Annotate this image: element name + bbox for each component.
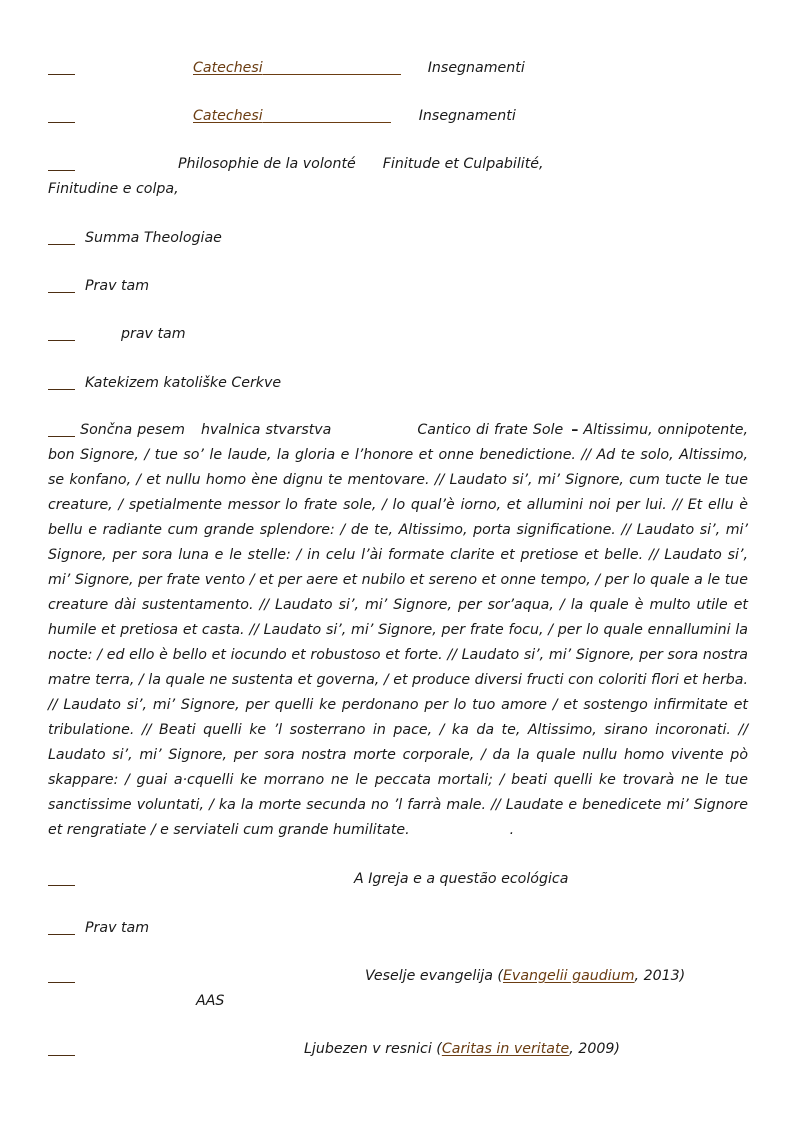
footnote-text: Summa Theologiae (85, 230, 222, 246)
catechesi-link[interactable]: Catechesi (193, 108, 263, 124)
footnote-text: , 2013) (634, 968, 686, 984)
evangelii-gaudium-link[interactable]: Evangelii gaudium (502, 968, 635, 984)
canticle-text: Altissimu, onnipotente, bon Signore, / tue so’ le laude, la gloria e l’honore et onne benedictione. // Ad te solo, Altissimo, se konfano, / et nullu homo ène dignu te mentovare. // Laudato si’, mi’ Signore, cum tucte le tue creature, / spetialmente messor lo frate sole, / lo qual’è iorno, et allumini noi per lui. // Et ellu è bellu e radiante cum grande splendore: / de te, Altissimo, porta significatione. // Laudato si’, mi’ Signore, per sora luna e le stelle: / in celu l’ài formate clarite et pretiose et belle. // Laudato si’, mi’ Signore, per frate vento / et per aere et nubilo et sereno et onne tempo, / per lo quale a le tue creature dài sustentamento. // Laudato si’, mi’ Signore, per sor’aqua, / la quale è multo utile et humile et pretiosa et casta. // Laudato si’, mi’ Signore, per frate focu, / per lo quale ennallumini la nocte: / ed ello è bello et iocundo et robustoso et forte. // Laudato si’, mi’ Signore, per sora nostra matre terra, / la quale ne sustenta et governa, / et produce diversi fructi con coloriti flori et herba. // Laudato si’, mi’ Signore, per quelli ke perdonano per lo tuo amore / et sostengo infirmitate et tribulatione. // Beati quelli ke ’l sosterrano in pace, / ka da te, Altissimo, sirano incoronati. // Laudato si’, mi’ Signore, per sora nostra morte corporale, / da la quale nullu homo vivente pò skappare: / guai a·cquelli ke morrano ne le peccata mortali; / beati quelli ke trovarà ne le tue sanctissime voluntati, / ka la morte secunda no ’l farrà male. // Laudate e benedicete mi’ Signore et rengratiate / e serviateli cum grande humilitate. (48, 422, 748, 838)
footnote-marker (48, 231, 75, 245)
footnote-marker (48, 376, 75, 390)
footnote-text: Katekizem katoliške Cerkve (85, 375, 282, 391)
footnote-marker (48, 109, 75, 123)
footnote-marker (48, 61, 75, 75)
footnote-text: prav tam (121, 326, 186, 342)
caritas-in-veritate-link[interactable]: Caritas in veritate (441, 1041, 570, 1057)
footnote-3 (48, 154, 544, 174)
footnote-end: . (509, 822, 515, 838)
footnote-3-continuation: Finitudine e colpa, (48, 181, 179, 197)
footnote-text: Cantico di frate Sole (417, 422, 564, 438)
footnote-7 (48, 373, 281, 393)
footnote-text: Veselje evangelija ( (365, 968, 503, 984)
footnote-text: A Igreja e a questão ecológica (354, 871, 569, 887)
footnote-marker (48, 969, 75, 983)
footnote-text: Prav tam (85, 920, 150, 936)
footnote-marker (48, 279, 75, 293)
footnote-text: , 2009) (569, 1041, 620, 1057)
footnote-text: Prav tam (85, 278, 150, 294)
footnote-9 (48, 869, 568, 889)
footnote-text: Philosophie de la volonté (178, 156, 356, 172)
footnote-marker (48, 1042, 75, 1056)
footnote-marker (48, 157, 75, 171)
footnote-text: Ljubezen v resnici ( (304, 1041, 442, 1057)
footnote-text: Sončna pesem (80, 422, 185, 438)
footnote-text: hvalnica stvarstva (200, 422, 332, 438)
footnote-marker (48, 872, 75, 886)
footnote-5 (48, 276, 149, 296)
footnote-4 (48, 228, 222, 248)
dash: – (571, 422, 579, 438)
footnote-12 (48, 1039, 620, 1059)
footnote-marker (48, 921, 75, 935)
catechesi-link[interactable]: Catechesi (193, 60, 263, 76)
footnote-text: Insegnamenti (427, 60, 525, 76)
footnote-1 (48, 58, 525, 78)
footnote-text: Insegnamenti (418, 108, 516, 124)
footnote-11 (48, 966, 685, 986)
footnote-8-paragraph (48, 418, 748, 843)
footnote-marker (48, 423, 75, 437)
footnote-6 (48, 324, 186, 344)
aas-label: AAS (196, 993, 225, 1009)
footnote-marker (48, 327, 75, 341)
footnote-text: Finitude et Culpabilité, (382, 156, 544, 172)
footnote-10 (48, 918, 149, 938)
footnote-2 (48, 106, 516, 126)
